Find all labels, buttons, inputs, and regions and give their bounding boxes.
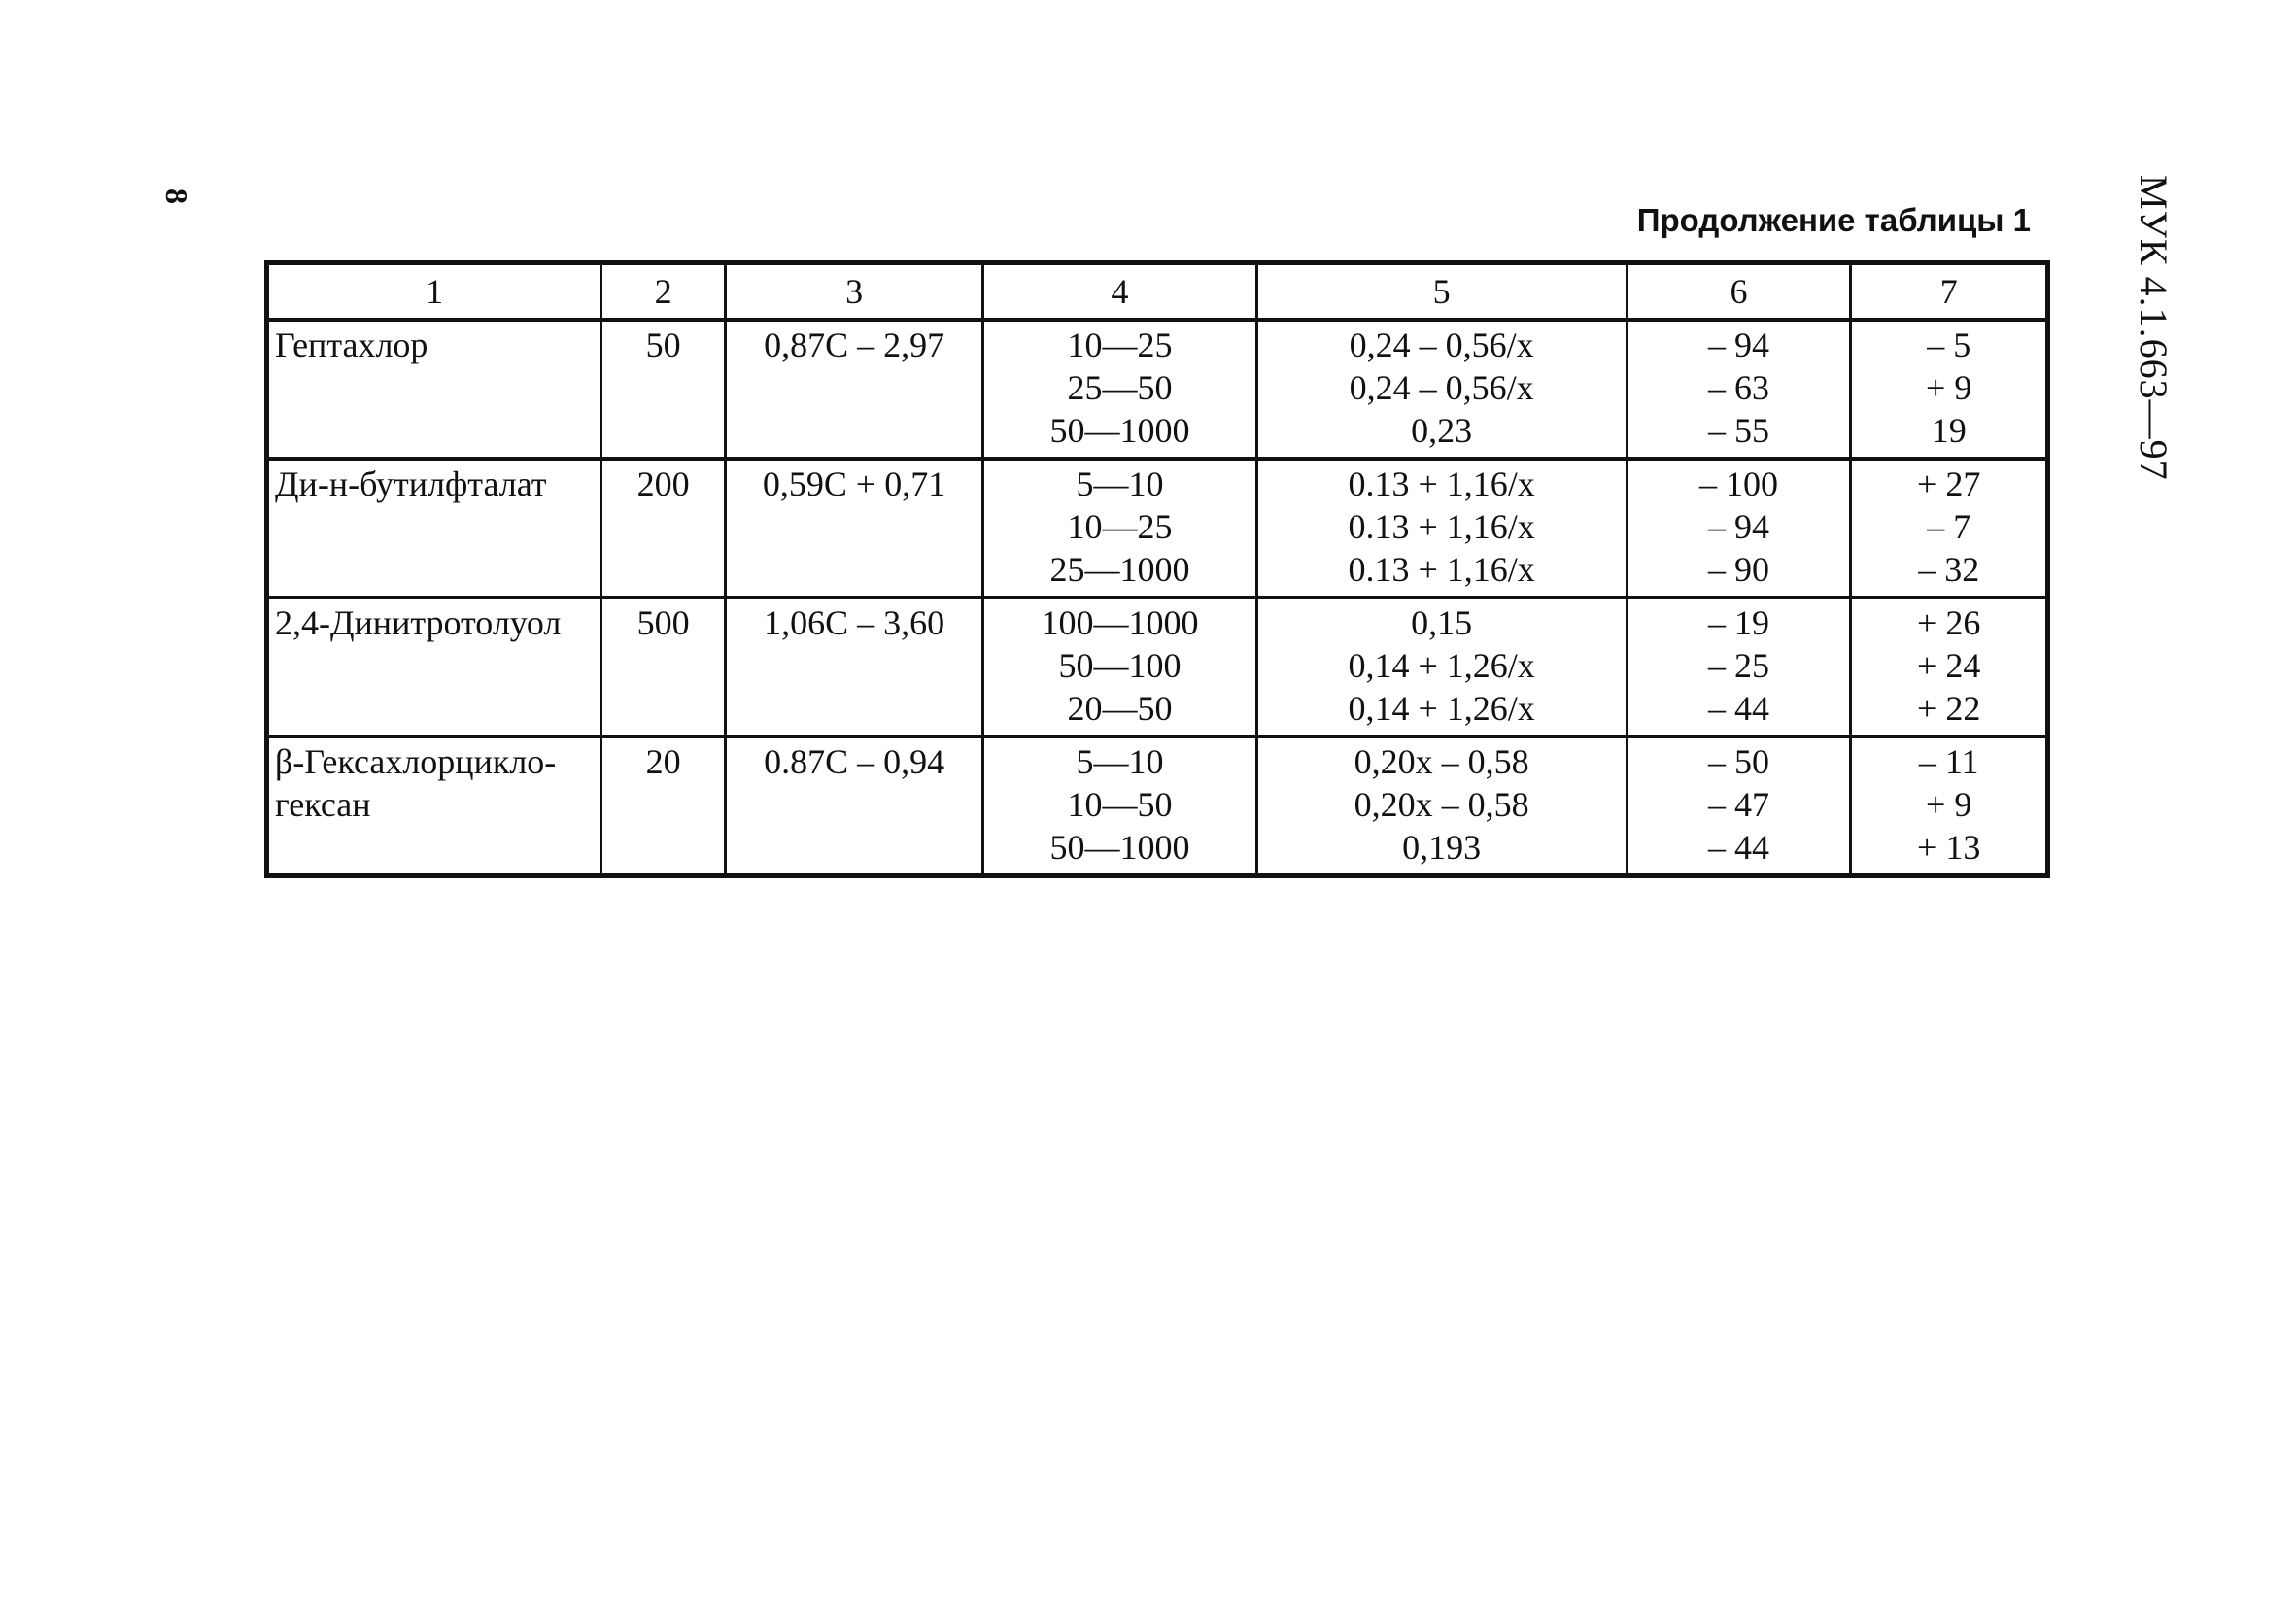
cell-col6 [1627,459,1851,598]
data-table [264,260,2050,878]
formula-value: 0,193 [1402,828,1482,867]
numeric-value: 19 [1931,411,1967,450]
formula-value: 0.13 + 1,16/x [1348,550,1535,589]
cell-col7 [1851,459,2048,598]
formula-value: 0,14 + 1,26/x [1348,689,1535,728]
numeric-value: + 13 [1917,828,1981,867]
formula-value: 0,15 [1411,603,1473,642]
cell-col4 [983,459,1257,598]
substance-name: Ди-н-бутилфталат [267,459,601,598]
numeric-value: – 47 [1707,785,1769,824]
column-header: 3 [725,263,982,321]
cell-col4 [983,320,1257,459]
cell-col7 [1851,736,2048,875]
numeric-value: – 7 [1927,507,1971,546]
column-header: 5 [1256,263,1627,321]
table-row [267,598,2048,736]
numeric-value: – 44 [1707,689,1769,728]
numeric-value: + 9 [1926,368,1972,407]
numeric-value: + 26 [1917,603,1981,642]
range-value: 50—100 [1058,646,1182,685]
cell-col5 [1256,598,1627,736]
cell-col6 [1627,320,1851,459]
formula-value: 0,14 + 1,26/x [1348,646,1535,685]
numeric-value: – 100 [1698,464,1778,503]
table-header-row [267,263,2048,321]
numeric-value: – 44 [1707,828,1769,867]
cell-col6 [1627,736,1851,875]
column-header: 7 [1851,263,2048,321]
range-value: 10—25 [1067,325,1173,364]
numeric-value: – 50 [1707,742,1769,781]
column-header: 6 [1627,263,1851,321]
numeric-value: – 94 [1707,507,1769,546]
cell-col2: 200 [601,459,726,598]
cell-col3: 0,87C – 2,97 [725,320,982,459]
substance-name-line: β-Гексахлорцикло- [275,742,557,781]
cell-col3: 1,06C – 3,60 [725,598,982,736]
substance-name [267,736,601,875]
cell-col5 [1256,736,1627,875]
cell-col2: 50 [601,320,726,459]
range-value: 10—25 [1067,507,1173,546]
substance-name: Гептахлор [267,320,601,459]
range-value: 25—50 [1067,368,1173,407]
range-value: 10—50 [1067,785,1173,824]
cell-col4 [983,598,1257,736]
substance-name-line: гексан [275,785,371,824]
numeric-value: + 22 [1917,689,1981,728]
range-value: 5—10 [1076,464,1164,503]
column-header: 4 [983,263,1257,321]
cell-col6 [1627,598,1851,736]
numeric-value: – 55 [1707,411,1769,450]
cell-col4 [983,736,1257,875]
table-row [267,459,2048,598]
table-caption: Продолжение таблицы 1 [1636,202,2031,238]
page-number: 8 [159,188,195,204]
column-header: 2 [601,263,726,321]
numeric-value: – 25 [1707,646,1769,685]
document-code: МУК 4.1.663—97 [2132,175,2176,481]
range-value: 25—1000 [1049,550,1190,589]
cell-col5 [1256,320,1627,459]
range-value: 50—1000 [1049,828,1190,867]
formula-value: 0,23 [1411,411,1473,450]
cell-col7 [1851,320,2048,459]
formula-value: 0,20x – 0,58 [1354,785,1529,824]
numeric-value: + 9 [1926,785,1972,824]
table-row [267,736,2048,875]
numeric-value: – 63 [1707,368,1769,407]
cell-col3: 0.87C – 0,94 [725,736,982,875]
range-value: 20—50 [1067,689,1173,728]
substance-name: 2,4-Динитротолуол [267,598,601,736]
numeric-value: – 5 [1927,325,1971,364]
formula-value: 0,20x – 0,58 [1354,742,1529,781]
range-value: 5—10 [1076,742,1164,781]
numeric-value: – 90 [1707,550,1769,589]
numeric-value: + 24 [1917,646,1981,685]
formula-value: 0.13 + 1,16/x [1348,507,1535,546]
numeric-value: – 19 [1707,603,1769,642]
cell-col5 [1256,459,1627,598]
formula-value: 0,24 – 0,56/x [1349,368,1534,407]
range-value: 100—1000 [1041,603,1199,642]
numeric-value: – 32 [1918,550,1980,589]
cell-col3: 0,59C + 0,71 [725,459,982,598]
formula-value: 0.13 + 1,16/x [1348,464,1535,503]
numeric-value: – 94 [1707,325,1769,364]
numeric-value: + 27 [1917,464,1981,503]
range-value: 50—1000 [1049,411,1190,450]
formula-value: 0,24 – 0,56/x [1349,325,1534,364]
cell-col2: 500 [601,598,726,736]
table-row [267,320,2048,459]
column-header: 1 [267,263,601,321]
cell-col2: 20 [601,736,726,875]
cell-col7 [1851,598,2048,736]
numeric-value: – 11 [1918,742,1979,781]
